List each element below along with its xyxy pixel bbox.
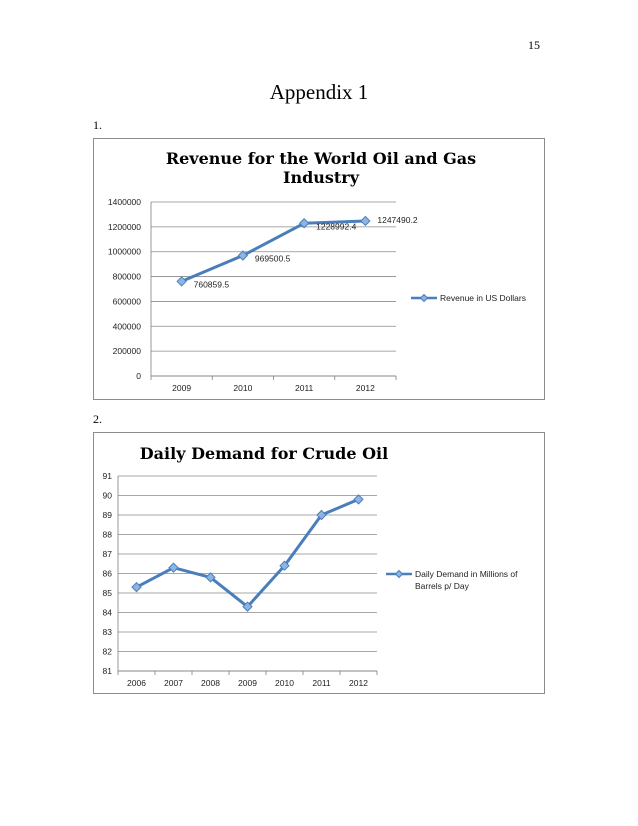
- y-tick-label: 88: [102, 529, 112, 540]
- chart-title: Industry: [282, 168, 360, 187]
- y-tick-label: 1000000: [107, 246, 141, 257]
- x-tick-label: 2006: [127, 678, 146, 688]
- data-point-marker: [177, 277, 186, 286]
- y-tick-label: 86: [102, 568, 112, 579]
- y-tick-label: 81: [102, 666, 112, 676]
- data-label: 969500.5: [254, 253, 291, 264]
- section-number-2: 2.: [93, 412, 102, 426]
- x-tick-label: 2010: [275, 678, 294, 688]
- x-tick-label: 2011: [312, 678, 331, 688]
- y-tick-label: 90: [102, 490, 112, 501]
- data-point-marker: [361, 216, 370, 225]
- legend-marker: [396, 571, 403, 578]
- x-tick-label: 2010: [233, 383, 253, 393]
- chart-title: Revenue for the World Oil and Gas: [165, 149, 477, 168]
- chart-title: Daily Demand for Crude Oil: [139, 444, 389, 463]
- y-tick-label: 91: [102, 471, 112, 481]
- y-tick-label: 1200000: [107, 221, 141, 232]
- x-tick-label: 2012: [349, 678, 368, 688]
- revenue-chart-frame: [93, 138, 545, 400]
- demand-chart: [94, 433, 544, 693]
- data-label: 1247490.2: [377, 214, 418, 225]
- y-tick-label: 200000: [112, 346, 141, 357]
- x-tick-label: 2011: [294, 383, 314, 393]
- x-tick-label: 2009: [172, 383, 192, 393]
- legend-marker: [421, 295, 428, 302]
- data-point-marker: [354, 495, 363, 504]
- y-tick-label: 85: [102, 588, 112, 598]
- x-tick-label: 2007: [164, 678, 183, 688]
- y-tick-label: 82: [102, 646, 112, 657]
- y-tick-label: 87: [102, 549, 112, 559]
- y-tick-label: 84: [102, 607, 112, 618]
- y-tick-label: 400000: [112, 321, 141, 332]
- legend-label: Revenue in US Dollars: [440, 293, 526, 303]
- legend-label: Daily Demand in Millions of: [415, 569, 518, 579]
- section-number-1: 1.: [93, 118, 102, 132]
- legend-label: Barrels p/ Day: [415, 581, 469, 591]
- y-tick-label: 83: [102, 627, 112, 637]
- y-tick-label: 800000: [112, 271, 141, 282]
- data-label: 760859.5: [193, 279, 230, 290]
- x-tick-label: 2009: [238, 678, 257, 688]
- page-number: 15: [528, 38, 540, 52]
- revenue-chart: [94, 139, 544, 399]
- x-tick-label: 2008: [201, 678, 220, 688]
- x-tick-label: 2012: [355, 383, 375, 393]
- y-tick-label: 1400000: [107, 197, 141, 207]
- data-label: 1228992.4: [316, 221, 357, 232]
- y-tick-label: 600000: [112, 296, 141, 307]
- demand-chart-frame: [93, 432, 545, 694]
- y-tick-label: 89: [102, 510, 112, 520]
- appendix-heading: Appendix 1: [269, 80, 369, 104]
- y-tick-label: 0: [136, 371, 141, 381]
